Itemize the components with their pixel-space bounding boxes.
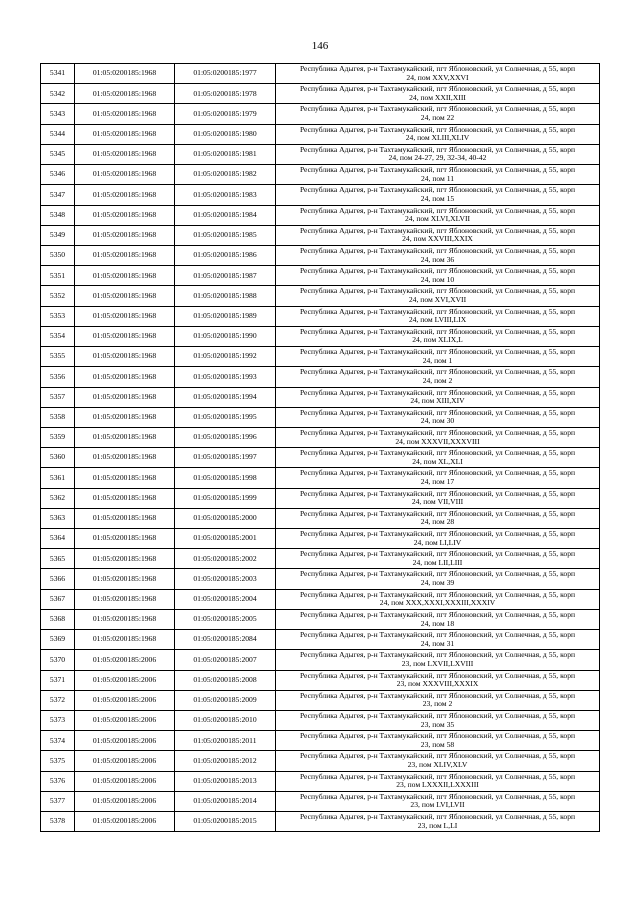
table-row bbox=[41, 367, 600, 387]
address-line-1: Республика Адыгея, р-н Тахтамукайский, пгт Яблоновский, ул Солнечная, д 55, корп bbox=[299, 650, 576, 660]
table-row bbox=[41, 205, 600, 225]
cadastral-number-cell: 01:05:0200185:2013 bbox=[175, 771, 276, 791]
cadastral-number-cell: 01:05:0200185:1981 bbox=[175, 144, 276, 164]
address-cell bbox=[276, 165, 600, 185]
cadastral-number-cell: 01:05:0200185:2012 bbox=[175, 751, 276, 771]
table-row bbox=[41, 448, 600, 468]
parent-cadastral-number-cell: 01:05:0200185:1968 bbox=[75, 448, 175, 468]
address-line-2: 23, пом 2 bbox=[422, 699, 453, 709]
registry-table-body bbox=[41, 64, 600, 832]
cadastral-number-cell: 01:05:0200185:1988 bbox=[175, 286, 276, 306]
parent-cadastral-number-cell: 01:05:0200185:1968 bbox=[75, 286, 175, 306]
cadastral-number-cell: 01:05:0200185:1998 bbox=[175, 468, 276, 488]
parent-cadastral-number-cell: 01:05:0200185:1968 bbox=[75, 468, 175, 488]
table-row bbox=[41, 245, 600, 265]
address-cell bbox=[276, 367, 600, 387]
row-number-cell: 5373 bbox=[41, 711, 75, 731]
row-number-cell: 5347 bbox=[41, 185, 75, 205]
parent-cadastral-number-cell: 01:05:0200185:2006 bbox=[75, 650, 175, 670]
address-cell bbox=[276, 711, 600, 731]
address-line-2: 23, пом 58 bbox=[420, 739, 455, 749]
address-line-1: Республика Адыгея, р-н Тахтамукайский, пгт Яблоновский, ул Солнечная, д 55, корп bbox=[299, 367, 576, 377]
row-number-cell: 5372 bbox=[41, 690, 75, 710]
address-line-2: 24, пом XXX,XXXI,XXXIII,XXXIV bbox=[379, 598, 496, 608]
parent-cadastral-number-cell: 01:05:0200185:1968 bbox=[75, 225, 175, 245]
address-cell bbox=[276, 791, 600, 811]
cadastral-number-cell: 01:05:0200185:2015 bbox=[175, 812, 276, 832]
table-row bbox=[41, 812, 600, 832]
address-line-2: 24, пом XL,XLI bbox=[412, 456, 463, 466]
address-cell bbox=[276, 225, 600, 245]
address-cell bbox=[276, 286, 600, 306]
table-row bbox=[41, 124, 600, 144]
address-line-2: 24, пом 30 bbox=[420, 416, 455, 426]
table-row bbox=[41, 306, 600, 326]
parent-cadastral-number-cell: 01:05:0200185:1968 bbox=[75, 104, 175, 124]
address-cell bbox=[276, 185, 600, 205]
row-number-cell: 5369 bbox=[41, 630, 75, 650]
address-line-2: 23, пом LXXXII,LXXXIII bbox=[396, 780, 479, 790]
table-row bbox=[41, 589, 600, 609]
cadastral-number-cell: 01:05:0200185:1999 bbox=[175, 488, 276, 508]
address-cell bbox=[276, 771, 600, 791]
parent-cadastral-number-cell: 01:05:0200185:1968 bbox=[75, 549, 175, 569]
row-number-cell: 5361 bbox=[41, 468, 75, 488]
row-number-cell: 5342 bbox=[41, 84, 75, 104]
row-number-cell: 5365 bbox=[41, 549, 75, 569]
parent-cadastral-number-cell: 01:05:0200185:2006 bbox=[75, 812, 175, 832]
address-line-1: Республика Адыгея, р-н Тахтамукайский, пгт Яблоновский, ул Солнечная, д 55, корп bbox=[299, 144, 576, 154]
row-number-cell: 5343 bbox=[41, 104, 75, 124]
address-line-2: 23, пом LVI,LVII bbox=[410, 800, 465, 810]
address-line-1: Республика Адыгея, р-н Тахтамукайский, пгт Яблоновский, ул Солнечная, д 55, корп bbox=[299, 529, 576, 539]
parent-cadastral-number-cell: 01:05:0200185:1968 bbox=[75, 367, 175, 387]
cadastral-number-cell: 01:05:0200185:1992 bbox=[175, 347, 276, 367]
address-cell bbox=[276, 205, 600, 225]
row-number-cell: 5351 bbox=[41, 266, 75, 286]
address-cell bbox=[276, 549, 600, 569]
row-number-cell: 5355 bbox=[41, 347, 75, 367]
row-number-cell: 5370 bbox=[41, 650, 75, 670]
address-line-2: 24, пом 1 bbox=[422, 355, 453, 365]
parent-cadastral-number-cell: 01:05:0200185:2006 bbox=[75, 670, 175, 690]
cadastral-number-cell: 01:05:0200185:1983 bbox=[175, 185, 276, 205]
table-row bbox=[41, 711, 600, 731]
row-number-cell: 5359 bbox=[41, 427, 75, 447]
address-line-1: Республика Адыгея, р-н Тахтамукайский, пгт Яблоновский, ул Солнечная, д 55, корп bbox=[299, 165, 576, 175]
address-line-2: 24, пом 39 bbox=[420, 578, 455, 588]
table-row bbox=[41, 64, 600, 84]
row-number-cell: 5377 bbox=[41, 791, 75, 811]
address-cell bbox=[276, 508, 600, 528]
row-number-cell: 5371 bbox=[41, 670, 75, 690]
address-cell bbox=[276, 124, 600, 144]
table-row bbox=[41, 609, 600, 629]
row-number-cell: 5364 bbox=[41, 529, 75, 549]
table-row bbox=[41, 347, 600, 367]
cadastral-number-cell: 01:05:0200185:2007 bbox=[175, 650, 276, 670]
address-line-1: Республика Адыгея, р-н Тахтамукайский, пгт Яблоновский, ул Солнечная, д 55, корп bbox=[299, 306, 576, 316]
row-number-cell: 5344 bbox=[41, 124, 75, 144]
table-row bbox=[41, 690, 600, 710]
parent-cadastral-number-cell: 01:05:0200185:1968 bbox=[75, 529, 175, 549]
address-cell bbox=[276, 448, 600, 468]
address-cell bbox=[276, 650, 600, 670]
address-line-2: 24, пом XIII,XIV bbox=[410, 396, 465, 406]
parent-cadastral-number-cell: 01:05:0200185:2006 bbox=[75, 690, 175, 710]
address-line-2: 24, пом VII,VIII bbox=[411, 497, 464, 507]
address-line-1: Республика Адыгея, р-н Тахтамукайский, пгт Яблоновский, ул Солнечная, д 55, корп bbox=[299, 690, 576, 700]
cadastral-number-cell: 01:05:0200185:1984 bbox=[175, 205, 276, 225]
row-number-cell: 5362 bbox=[41, 488, 75, 508]
parent-cadastral-number-cell: 01:05:0200185:2006 bbox=[75, 791, 175, 811]
address-line-1: Республика Адыгея, р-н Тахтамукайский, пгт Яблоновский, ул Солнечная, д 55, корп bbox=[299, 225, 576, 235]
cadastral-number-cell: 01:05:0200185:2003 bbox=[175, 569, 276, 589]
address-cell bbox=[276, 690, 600, 710]
parent-cadastral-number-cell: 01:05:0200185:1968 bbox=[75, 609, 175, 629]
address-line-1: Республика Адыгея, р-н Тахтамукайский, пгт Яблоновский, ул Солнечная, д 55, корп bbox=[299, 427, 576, 437]
address-line-1: Республика Адыгея, р-н Тахтамукайский, пгт Яблоновский, ул Солнечная, д 55, корп bbox=[299, 448, 576, 458]
address-cell bbox=[276, 407, 600, 427]
address-cell bbox=[276, 670, 600, 690]
address-line-1: Республика Адыгея, р-н Тахтамукайский, пгт Яблоновский, ул Солнечная, д 55, корп bbox=[299, 670, 576, 680]
address-line-1: Республика Адыгея, р-н Тахтамукайский, пгт Яблоновский, ул Солнечная, д 55, корп bbox=[299, 731, 576, 741]
cadastral-number-cell: 01:05:0200185:2009 bbox=[175, 690, 276, 710]
address-line-1: Республика Адыгея, р-н Тахтамукайский, пгт Яблоновский, ул Солнечная, д 55, корп bbox=[299, 205, 576, 215]
address-cell bbox=[276, 326, 600, 346]
parent-cadastral-number-cell: 01:05:0200185:1968 bbox=[75, 569, 175, 589]
parent-cadastral-number-cell: 01:05:0200185:1968 bbox=[75, 306, 175, 326]
row-number-cell: 5358 bbox=[41, 407, 75, 427]
row-number-cell: 5374 bbox=[41, 731, 75, 751]
address-line-1: Республика Адыгея, р-н Тахтамукайский, пгт Яблоновский, ул Солнечная, д 55, корп bbox=[299, 569, 576, 579]
address-line-2: 24, пом 24-27, 29, 32-34, 40-42 bbox=[388, 153, 487, 163]
address-line-1: Республика Адыгея, р-н Тахтамукайский, пгт Яблоновский, ул Солнечная, д 55, корп bbox=[299, 751, 576, 761]
address-line-1: Республика Адыгея, р-н Тахтамукайский, пгт Яблоновский, ул Солнечная, д 55, корп bbox=[299, 347, 576, 357]
parent-cadastral-number-cell: 01:05:0200185:2006 bbox=[75, 771, 175, 791]
row-number-cell: 5345 bbox=[41, 144, 75, 164]
table-row bbox=[41, 650, 600, 670]
parent-cadastral-number-cell: 01:05:0200185:1968 bbox=[75, 266, 175, 286]
row-number-cell: 5376 bbox=[41, 771, 75, 791]
table-row bbox=[41, 427, 600, 447]
address-line-2: 24, пом 17 bbox=[420, 476, 455, 486]
address-cell bbox=[276, 144, 600, 164]
address-line-1: Республика Адыгея, р-н Тахтамукайский, пгт Яблоновский, ул Солнечная, д 55, корп bbox=[299, 549, 576, 559]
table-row bbox=[41, 144, 600, 164]
parent-cadastral-number-cell: 01:05:0200185:1968 bbox=[75, 144, 175, 164]
address-line-2: 24, пом XXXVII,XXXVIII bbox=[395, 436, 480, 446]
table-row bbox=[41, 104, 600, 124]
parent-cadastral-number-cell: 01:05:0200185:1968 bbox=[75, 84, 175, 104]
address-line-1: Республика Адыгея, р-н Тахтамукайский, пгт Яблоновский, ул Солнечная, д 55, корп bbox=[299, 630, 576, 640]
parent-cadastral-number-cell: 01:05:0200185:1968 bbox=[75, 589, 175, 609]
cadastral-number-cell: 01:05:0200185:2005 bbox=[175, 609, 276, 629]
cadastral-number-cell: 01:05:0200185:1995 bbox=[175, 407, 276, 427]
address-line-1: Республика Адыгея, р-н Тахтамукайский, пгт Яблоновский, ул Солнечная, д 55, корп bbox=[299, 84, 576, 94]
cadastral-number-cell: 01:05:0200185:1997 bbox=[175, 448, 276, 468]
row-number-cell: 5367 bbox=[41, 589, 75, 609]
parent-cadastral-number-cell: 01:05:0200185:1968 bbox=[75, 508, 175, 528]
address-line-2: 24, пом LII,LIII bbox=[412, 557, 463, 567]
address-line-2: 24, пом LI,LIV bbox=[413, 537, 462, 547]
address-line-2: 24, пом 15 bbox=[420, 193, 455, 203]
address-line-2: 24, пом 18 bbox=[420, 618, 455, 628]
parent-cadastral-number-cell: 01:05:0200185:1968 bbox=[75, 347, 175, 367]
cadastral-number-cell: 01:05:0200185:1978 bbox=[175, 84, 276, 104]
table-row bbox=[41, 468, 600, 488]
address-line-1: Республика Адыгея, р-н Тахтамукайский, пгт Яблоновский, ул Солнечная, д 55, корп bbox=[299, 185, 576, 195]
address-cell bbox=[276, 306, 600, 326]
table-row bbox=[41, 387, 600, 407]
table-row bbox=[41, 670, 600, 690]
table-row bbox=[41, 791, 600, 811]
table-row bbox=[41, 630, 600, 650]
address-cell bbox=[276, 245, 600, 265]
parent-cadastral-number-cell: 01:05:0200185:2006 bbox=[75, 711, 175, 731]
parent-cadastral-number-cell: 01:05:0200185:1968 bbox=[75, 488, 175, 508]
cadastral-number-cell: 01:05:0200185:1977 bbox=[175, 64, 276, 84]
address-cell bbox=[276, 104, 600, 124]
address-line-1: Республика Адыгея, р-н Тахтамукайский, пгт Яблоновский, ул Солнечная, д 55, корп bbox=[299, 589, 576, 599]
row-number-cell: 5346 bbox=[41, 165, 75, 185]
cadastral-number-cell: 01:05:0200185:2011 bbox=[175, 731, 276, 751]
address-cell bbox=[276, 347, 600, 367]
row-number-cell: 5357 bbox=[41, 387, 75, 407]
address-cell bbox=[276, 427, 600, 447]
address-cell bbox=[276, 751, 600, 771]
table-row bbox=[41, 529, 600, 549]
address-line-2: 24, пом XLVI,XLVII bbox=[404, 214, 471, 224]
cadastral-number-cell: 01:05:0200185:2004 bbox=[175, 589, 276, 609]
parent-cadastral-number-cell: 01:05:0200185:1968 bbox=[75, 427, 175, 447]
row-number-cell: 5378 bbox=[41, 812, 75, 832]
parent-cadastral-number-cell: 01:05:0200185:1968 bbox=[75, 124, 175, 144]
address-line-2: 24, пом XLIX,L bbox=[412, 335, 463, 345]
address-cell bbox=[276, 589, 600, 609]
address-line-2: 24, пом XXII,XIII bbox=[409, 92, 466, 102]
address-line-1: Республика Адыгея, р-н Тахтамукайский, пгт Яблоновский, ул Солнечная, д 55, корп bbox=[299, 488, 576, 498]
address-line-1: Республика Адыгея, р-н Тахтамукайский, пгт Яблоновский, ул Солнечная, д 55, корп bbox=[299, 124, 576, 134]
parent-cadastral-number-cell: 01:05:0200185:1968 bbox=[75, 630, 175, 650]
row-number-cell: 5348 bbox=[41, 205, 75, 225]
parent-cadastral-number-cell: 01:05:0200185:1968 bbox=[75, 326, 175, 346]
cadastral-number-cell: 01:05:0200185:1986 bbox=[175, 245, 276, 265]
address-line-1: Республика Адыгея, р-н Тахтамукайский, пгт Яблоновский, ул Солнечная, д 55, корп bbox=[299, 771, 576, 781]
address-line-2: 23, пом L,LI bbox=[417, 820, 458, 830]
table-row bbox=[41, 771, 600, 791]
parent-cadastral-number-cell: 01:05:0200185:2006 bbox=[75, 751, 175, 771]
address-line-2: 24, пом 28 bbox=[420, 517, 455, 527]
table-row bbox=[41, 751, 600, 771]
address-line-2: 24, пом 36 bbox=[420, 254, 455, 264]
address-line-1: Республика Адыгея, р-н Тахтамукайский, пгт Яблоновский, ул Солнечная, д 55, корп bbox=[299, 711, 576, 721]
address-line-2: 24, пом XXV,XXVI bbox=[406, 72, 469, 82]
parent-cadastral-number-cell: 01:05:0200185:1968 bbox=[75, 64, 175, 84]
address-line-1: Республика Адыгея, р-н Тахтамукайский, пгт Яблоновский, ул Солнечная, д 55, корп bbox=[299, 104, 576, 114]
table-row bbox=[41, 569, 600, 589]
address-cell bbox=[276, 84, 600, 104]
cadastral-number-cell: 01:05:0200185:1982 bbox=[175, 165, 276, 185]
parent-cadastral-number-cell: 01:05:0200185:1968 bbox=[75, 407, 175, 427]
row-number-cell: 5349 bbox=[41, 225, 75, 245]
row-number-cell: 5363 bbox=[41, 508, 75, 528]
row-number-cell: 5354 bbox=[41, 326, 75, 346]
parent-cadastral-number-cell: 01:05:0200185:1968 bbox=[75, 387, 175, 407]
cadastral-number-cell: 01:05:0200185:2084 bbox=[175, 630, 276, 650]
address-line-2: 24, пом 11 bbox=[420, 173, 455, 183]
parent-cadastral-number-cell: 01:05:0200185:1968 bbox=[75, 245, 175, 265]
address-line-2: 24, пом XLIII,XLIV bbox=[405, 133, 470, 143]
row-number-cell: 5360 bbox=[41, 448, 75, 468]
parent-cadastral-number-cell: 01:05:0200185:2006 bbox=[75, 731, 175, 751]
cadastral-number-cell: 01:05:0200185:1980 bbox=[175, 124, 276, 144]
address-line-2: 23, пом LXVII,LXVIII bbox=[401, 658, 474, 668]
page-number: 146 bbox=[311, 40, 329, 52]
table-row bbox=[41, 508, 600, 528]
table-row bbox=[41, 407, 600, 427]
cadastral-number-cell: 01:05:0200185:1989 bbox=[175, 306, 276, 326]
table-row bbox=[41, 84, 600, 104]
address-cell bbox=[276, 64, 600, 84]
parent-cadastral-number-cell: 01:05:0200185:1968 bbox=[75, 165, 175, 185]
address-line-2: 24, пом XVI,XVII bbox=[408, 295, 467, 305]
cadastral-number-cell: 01:05:0200185:1996 bbox=[175, 427, 276, 447]
table-row bbox=[41, 225, 600, 245]
cadastral-number-cell: 01:05:0200185:1985 bbox=[175, 225, 276, 245]
address-line-1: Республика Адыгея, р-н Тахтамукайский, пгт Яблоновский, ул Солнечная, д 55, корп bbox=[299, 326, 576, 336]
address-line-2: 23, пом XLIV,XLV bbox=[407, 760, 468, 770]
address-line-2: 23, пом XXXVIII,XXXIX bbox=[396, 679, 479, 689]
address-line-1: Республика Адыгея, р-н Тахтамукайский, пгт Яблоновский, ул Солнечная, д 55, корп bbox=[299, 609, 576, 619]
address-cell bbox=[276, 468, 600, 488]
row-number-cell: 5366 bbox=[41, 569, 75, 589]
parent-cadastral-number-cell: 01:05:0200185:1968 bbox=[75, 205, 175, 225]
address-cell bbox=[276, 731, 600, 751]
address-line-1: Республика Адыгея, р-н Тахтамукайский, пгт Яблоновский, ул Солнечная, д 55, корп bbox=[299, 508, 576, 518]
address-cell bbox=[276, 569, 600, 589]
table-row bbox=[41, 549, 600, 569]
address-cell bbox=[276, 387, 600, 407]
row-number-cell: 5356 bbox=[41, 367, 75, 387]
address-cell bbox=[276, 529, 600, 549]
cadastral-number-cell: 01:05:0200185:2001 bbox=[175, 529, 276, 549]
address-line-1: Республика Адыгея, р-н Тахтамукайский, пгт Яблоновский, ул Солнечная, д 55, корп bbox=[299, 468, 576, 478]
cadastral-number-cell: 01:05:0200185:1987 bbox=[175, 266, 276, 286]
address-line-1: Республика Адыгея, р-н Тахтамукайский, пгт Яблоновский, ул Солнечная, д 55, корп bbox=[299, 286, 576, 296]
registry-table bbox=[40, 63, 600, 832]
address-line-1: Республика Адыгея, р-н Тахтамукайский, пгт Яблоновский, ул Солнечная, д 55, корп bbox=[299, 64, 576, 74]
cadastral-number-cell: 01:05:0200185:1994 bbox=[175, 387, 276, 407]
table-row bbox=[41, 266, 600, 286]
cadastral-number-cell: 01:05:0200185:2000 bbox=[175, 508, 276, 528]
cadastral-number-cell: 01:05:0200185:2014 bbox=[175, 791, 276, 811]
address-cell bbox=[276, 266, 600, 286]
address-line-1: Республика Адыгея, р-н Тахтамукайский, пгт Яблоновский, ул Солнечная, д 55, корп bbox=[299, 812, 576, 822]
table-row bbox=[41, 185, 600, 205]
cadastral-number-cell: 01:05:0200185:2010 bbox=[175, 711, 276, 731]
cadastral-number-cell: 01:05:0200185:2008 bbox=[175, 670, 276, 690]
address-line-1: Республика Адыгея, р-н Тахтамукайский, пгт Яблоновский, ул Солнечная, д 55, корп bbox=[299, 387, 576, 397]
table-row bbox=[41, 731, 600, 751]
row-number-cell: 5353 bbox=[41, 306, 75, 326]
address-line-2: 24, пом 2 bbox=[422, 375, 453, 385]
address-line-1: Республика Адыгея, р-н Тахтамукайский, пгт Яблоновский, ул Солнечная, д 55, корп bbox=[299, 245, 576, 255]
address-line-2: 24, пом 31 bbox=[420, 638, 455, 648]
address-line-2: 24, пом 22 bbox=[420, 113, 455, 123]
row-number-cell: 5350 bbox=[41, 245, 75, 265]
address-line-1: Республика Адыгея, р-н Тахтамукайский, пгт Яблоновский, ул Солнечная, д 55, корп bbox=[299, 266, 576, 276]
address-line-2: 23, пом 35 bbox=[420, 719, 455, 729]
table-row bbox=[41, 326, 600, 346]
parent-cadastral-number-cell: 01:05:0200185:1968 bbox=[75, 185, 175, 205]
cadastral-number-cell: 01:05:0200185:2002 bbox=[175, 549, 276, 569]
address-line-2: 24, пом XXVIII,XXIX bbox=[402, 234, 473, 244]
address-cell bbox=[276, 630, 600, 650]
address-cell bbox=[276, 488, 600, 508]
table-row bbox=[41, 165, 600, 185]
row-number-cell: 5352 bbox=[41, 286, 75, 306]
table-row bbox=[41, 488, 600, 508]
address-cell bbox=[276, 609, 600, 629]
cadastral-number-cell: 01:05:0200185:1993 bbox=[175, 367, 276, 387]
cadastral-number-cell: 01:05:0200185:1979 bbox=[175, 104, 276, 124]
cadastral-number-cell: 01:05:0200185:1990 bbox=[175, 326, 276, 346]
address-line-2: 24, пом 10 bbox=[420, 274, 455, 284]
row-number-cell: 5368 bbox=[41, 609, 75, 629]
row-number-cell: 5341 bbox=[41, 64, 75, 84]
row-number-cell: 5375 bbox=[41, 751, 75, 771]
address-line-1: Республика Адыгея, р-н Тахтамукайский, пгт Яблоновский, ул Солнечная, д 55, корп bbox=[299, 791, 576, 801]
table-row bbox=[41, 286, 600, 306]
address-line-2: 24, пом LVIII,LIX bbox=[408, 315, 467, 325]
address-cell bbox=[276, 812, 600, 832]
address-line-1: Республика Адыгея, р-н Тахтамукайский, пгт Яблоновский, ул Солнечная, д 55, корп bbox=[299, 407, 576, 417]
